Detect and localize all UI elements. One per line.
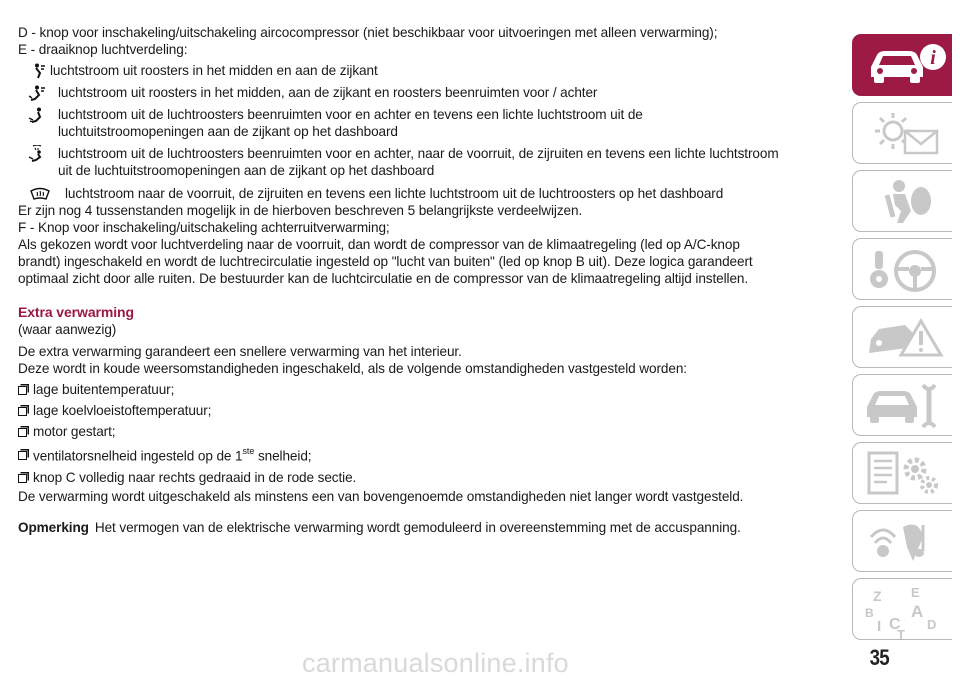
tab-multimedia[interactable] — [852, 510, 952, 572]
car-info-icon — [863, 41, 947, 91]
paragraph-line: optimaal zicht door alle ruiten. De bestuurder kan de luchtcirculatie en de compressor van de klimaatregeling altijd instellen. — [18, 271, 749, 286]
distribution-mode-2 — [18, 84, 833, 101]
switch-off-text: De verwarming wordt uitgeschakeld als minstens een van bovengenoemde omstandigheden niet langer wordt vastgesteld. — [18, 488, 744, 504]
distribution-mode-text: luchtstroom uit de luchtroosters beenruimten voor en achter, naar de voorruit, de zijruiten en tevens een lichte luchtstroom — [58, 146, 779, 161]
checkbox-bullet-icon — [18, 449, 29, 460]
tab-car-info[interactable] — [852, 34, 952, 96]
vent-feet-icon — [24, 106, 50, 123]
remark-label: Opmerking — [18, 519, 89, 535]
tab-starting-driving[interactable] — [852, 238, 952, 300]
svg-text:B: B — [865, 606, 874, 620]
distribution-mode-5 — [18, 185, 833, 202]
warning-lights-message-icon — [863, 109, 947, 159]
windscreen-defrost-icon — [27, 185, 53, 202]
condition-text: motor gestart; — [33, 424, 116, 439]
condition-item — [18, 423, 833, 440]
checkbox-bullet-icon — [18, 384, 29, 395]
tab-index[interactable] — [852, 578, 952, 640]
svg-text:Z: Z — [873, 588, 882, 604]
svg-text:I: I — [877, 618, 882, 635]
section-subheading: (waar aanwezig) — [18, 322, 117, 337]
remark-text: Het vermogen van de elektrische verwarming wordt gemoduleerd in overeenstemming met de accuspanning. — [94, 519, 741, 535]
tab-emergency[interactable] — [852, 306, 952, 368]
paragraph-line: Als gekozen wordt voor luchtverdeling naar de voorruit, dan wordt de compressor van de klimaatregeling (led op A/C-knop — [18, 237, 740, 252]
line-knob-e: E - draaiknop luchtverdeling: — [18, 42, 188, 57]
distribution-mode-text: luchtstroom uit roosters in het midden, aan de zijkant en roosters beenruimten voor / achter — [58, 85, 598, 100]
intermediate-positions-text: Er zijn nog 4 tussenstanden mogelijk in de hierboven beschreven 5 belangrijkste verdeelwijzen. — [18, 203, 583, 218]
svg-text:C: C — [889, 616, 901, 633]
distribution-mode-text: luchtuitstroomopeningen aan de zijkant op het dashboard — [58, 124, 398, 139]
vent-feet-windscreen-icon — [24, 145, 50, 162]
key-steering-wheel-icon — [863, 245, 947, 295]
specifications-gears-icon — [863, 449, 947, 499]
checkbox-bullet-icon — [18, 472, 29, 483]
page-number: 35 — [869, 645, 889, 670]
vent-center-feet-icon — [24, 84, 50, 101]
distribution-mode-text: luchtstroom uit de luchtroosters beenruimten voor en achter en tevens een lichte luchtstroom uit de — [58, 107, 643, 122]
section-heading: Extra verwarming — [18, 304, 134, 320]
condition-text: lage buitentemperatuur; — [33, 382, 175, 397]
tab-maintenance[interactable] — [852, 374, 952, 436]
distribution-mode-1 — [18, 62, 833, 79]
tab-safety[interactable] — [852, 170, 952, 232]
svg-text:D: D — [927, 617, 937, 632]
line-knob-f: F - Knop voor inschakeling/uitschakeling achterruitverwarming; — [18, 220, 390, 235]
svg-text:A: A — [911, 602, 924, 621]
remark — [18, 519, 833, 536]
watermark: carmanualsonline.info — [302, 648, 569, 678]
tab-specifications[interactable] — [852, 442, 952, 504]
document-body — [18, 24, 833, 536]
condition-item — [18, 444, 833, 465]
tab-warning-lights[interactable] — [852, 102, 952, 164]
distribution-mode-3 — [18, 106, 833, 140]
multimedia-icon — [863, 517, 947, 567]
checkbox-bullet-icon — [18, 405, 29, 416]
car-maintenance-icon — [863, 381, 947, 431]
distribution-mode-text: luchtstroom uit roosters in het midden en aan de zijkant — [50, 63, 378, 78]
paragraph-line: brandt) ingeschakeld en wordt de luchtrecirculatie ingesteld op "lucht van buiten" (led op knop B uit). Deze logica garandeert — [18, 254, 753, 269]
svg-text:i: i — [930, 47, 936, 69]
alphabet-index-icon — [863, 585, 947, 639]
line-knob-d: D - knop voor inschakeling/uitschakeling aircocompressor (niet beschikbaar voor uitvoeringen met alleen verwarming); — [18, 25, 718, 40]
checkbox-bullet-icon — [18, 426, 29, 437]
vent-center-icon — [28, 62, 50, 79]
condition-text: lage koelvloeistoftemperatuur; — [33, 403, 212, 418]
conditions-intro: Deze wordt in koude weersomstandigheden ingeschakeld, als de volgende omstandigheden vastgesteld worden: — [18, 361, 687, 376]
distribution-mode-4 — [18, 145, 833, 179]
condition-item — [18, 469, 833, 486]
svg-text:E: E — [911, 585, 920, 600]
condition-text: knop C volledig naar rechts gedraaid in de rode sectie. — [33, 469, 357, 485]
distribution-mode-text: uit de luchtuitstroomopeningen aan de zijkant op het dashboard — [58, 163, 435, 178]
svg-text:T: T — [897, 627, 905, 639]
section-description: De extra verwarming garandeert een snellere verwarming van het interieur. — [18, 344, 462, 359]
safety-airbag-icon — [863, 177, 947, 227]
distribution-mode-text: luchtstroom naar de voorruit, de zijruiten en tevens een lichte luchtstroom uit de luchtroosters op het dashboard — [65, 186, 724, 201]
condition-item — [18, 402, 833, 419]
condition-item — [18, 381, 833, 398]
car-emergency-icon — [863, 313, 947, 363]
condition-text: ventilatorsnelheid ingesteld op de 1ste snelheid; — [33, 446, 312, 464]
